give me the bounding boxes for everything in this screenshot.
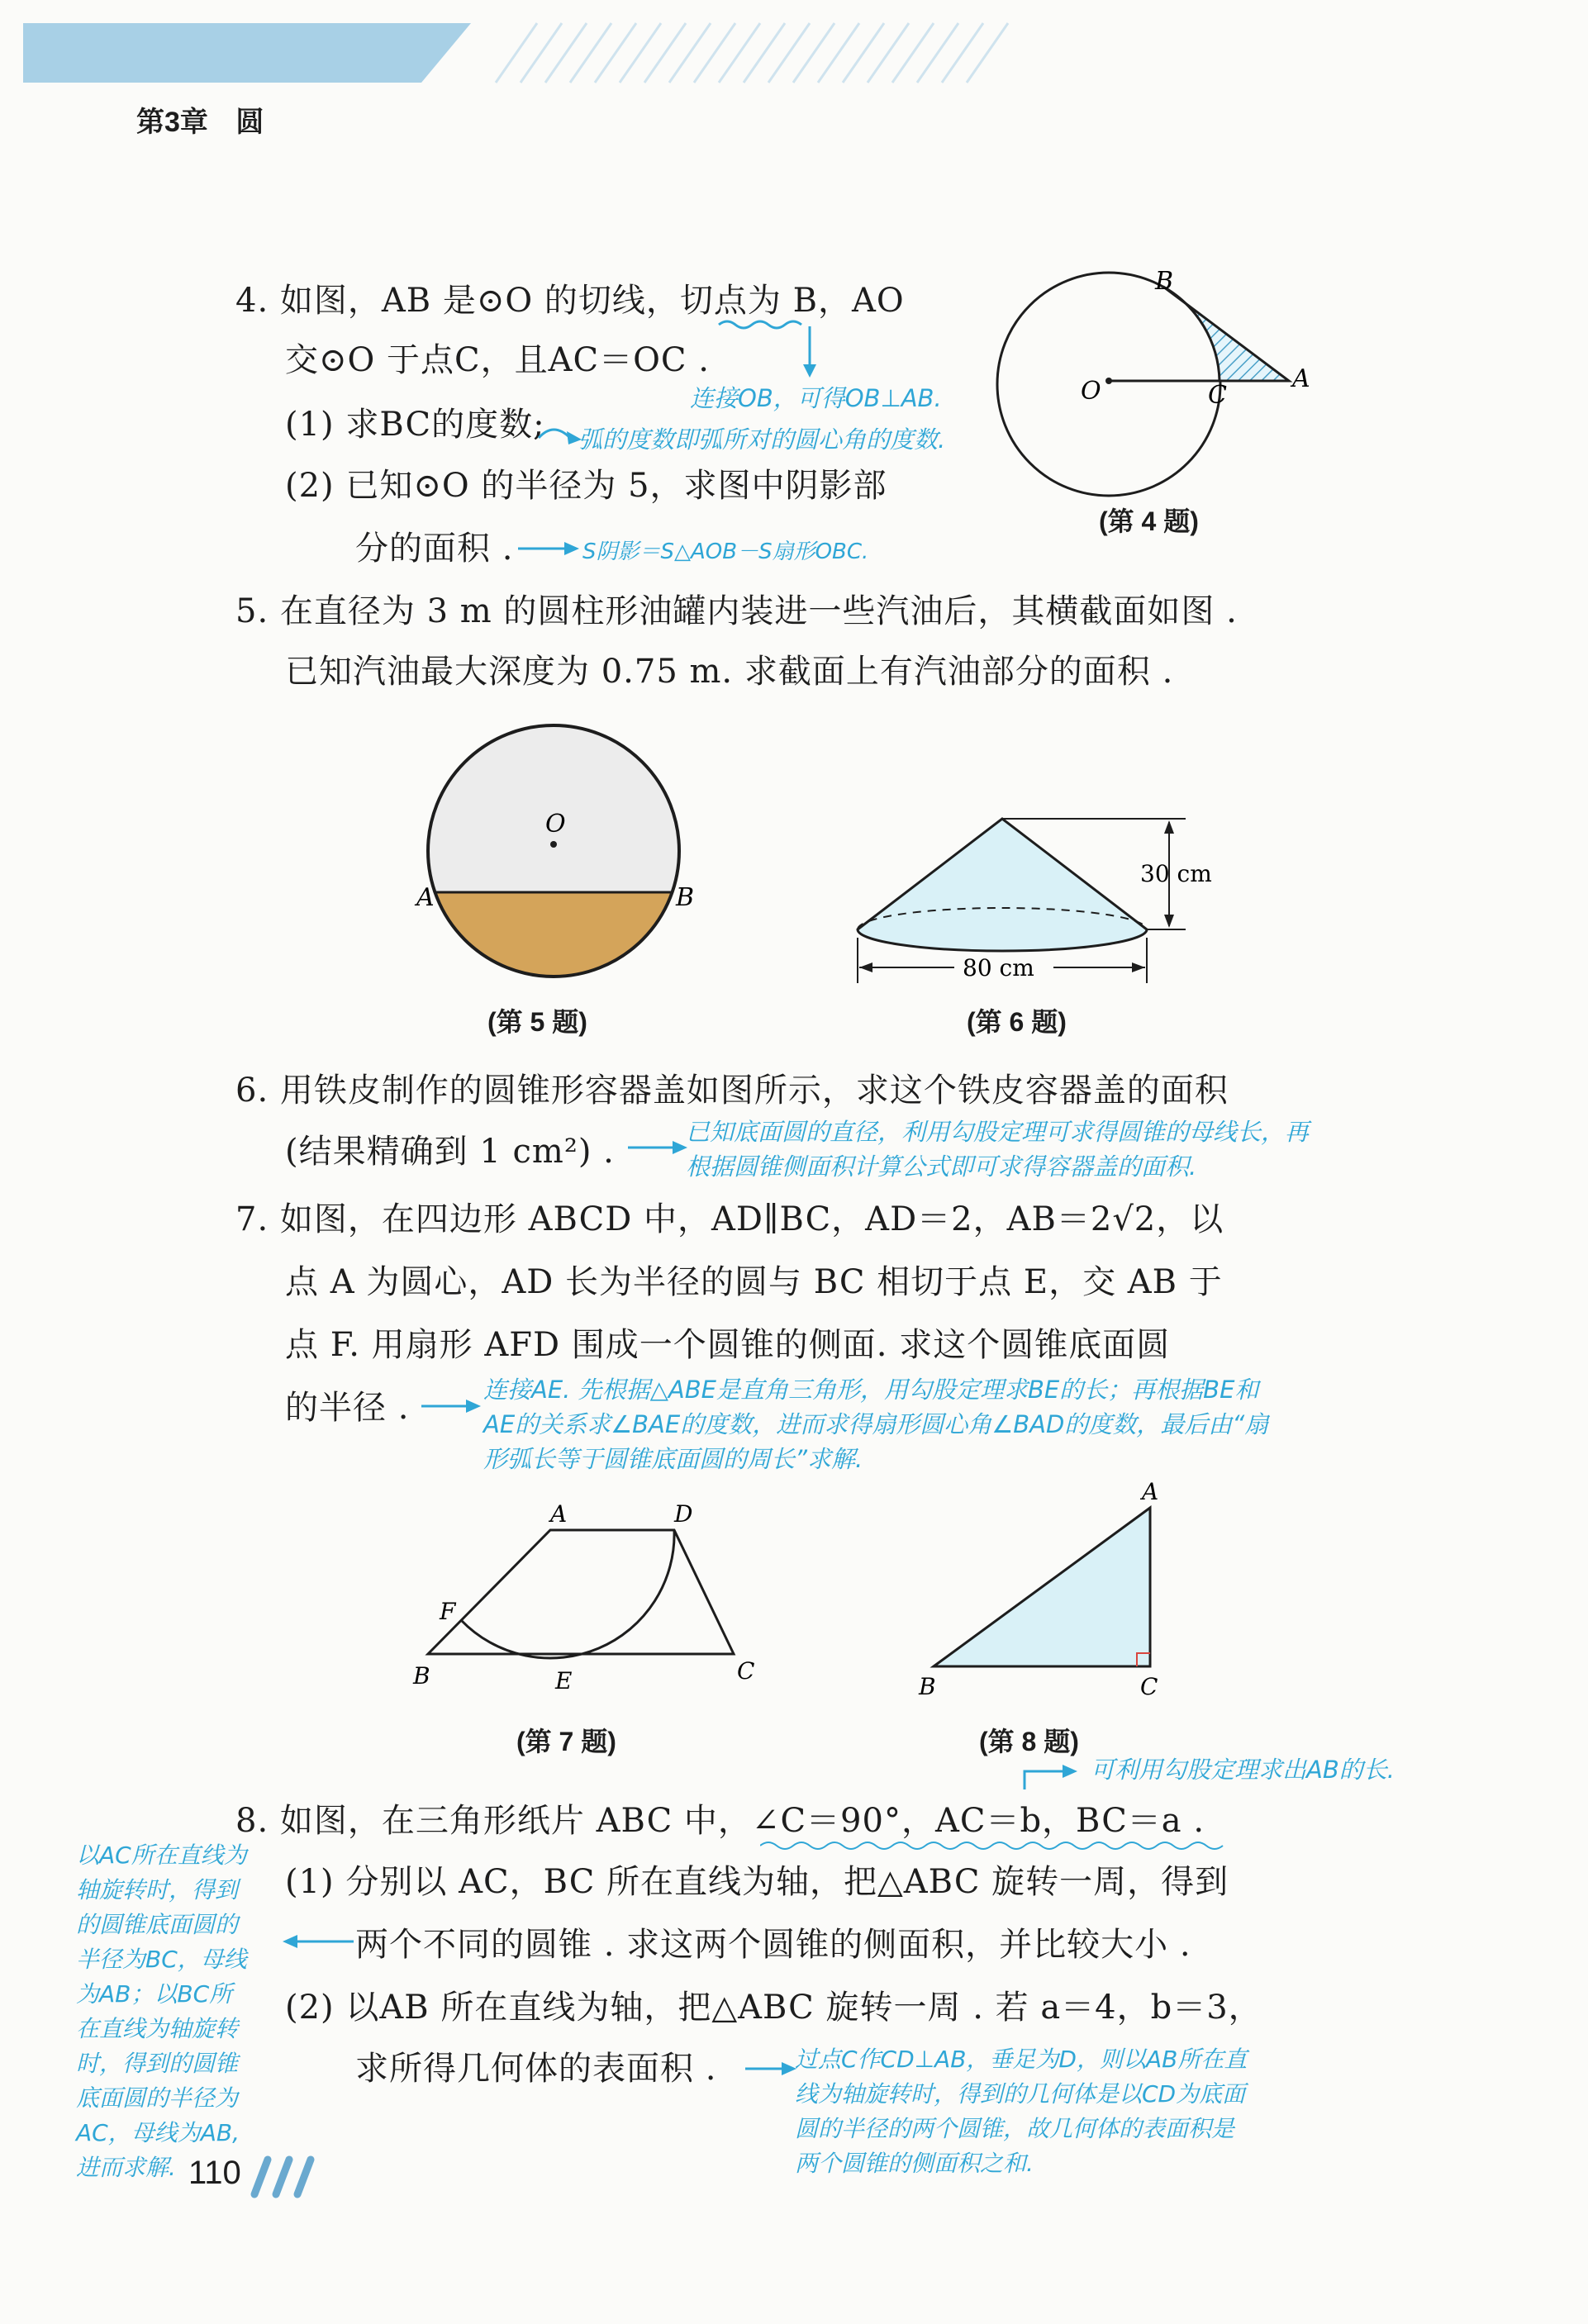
- q4-line2: 交⊙O 于点C，且AC＝OC .: [285, 341, 710, 379]
- q7-figure: [405, 1495, 777, 1702]
- q5-caption: (第 5 题): [487, 1007, 587, 1037]
- q7-line2: 点 A 为圆心，AD 长为半径的圆与 BC 相切于点 E，交 AB 于: [285, 1263, 1223, 1301]
- q8-note-bottom-line: 过点C作CD⊥AB，垂足为D，则以AB所在直: [795, 2046, 1248, 2073]
- q6-note-arrow: [626, 1136, 692, 1161]
- q5-label-O: O: [545, 810, 566, 839]
- q4-line3: (1) 求BC的度数;: [285, 406, 545, 444]
- q8-note-top: 可利用勾股定理求出AB的长.: [1091, 1756, 1395, 1784]
- q8-line4: (2) 以AB 所在直线为轴，把△ABC 旋转一周 . 若 a＝4，b＝3，: [285, 1989, 1262, 2027]
- q8-note-left: [76, 1838, 247, 2185]
- q6-note-line2: 根据圆锥侧面积计算公式即可求得容器盖的面积.: [686, 1152, 1197, 1181]
- q4-caption: (第 4 题): [1099, 506, 1199, 536]
- q8-bottom-note-arrow: [744, 2057, 801, 2082]
- header-band: [0, 0, 1588, 91]
- chapter-heading: [136, 99, 264, 140]
- q6-line2: (结果精确到 1 cm²) .: [285, 1133, 615, 1171]
- q8-note-bottom-line: 两个圆锥的侧面积之和.: [795, 2150, 1034, 2177]
- q5-figure: [413, 719, 711, 991]
- chapter-number: 第3章: [136, 107, 208, 138]
- q8-note-left-line: 为AB；以BC所: [76, 1980, 233, 2008]
- q4-label-C: C: [1208, 381, 1227, 410]
- page-number: 110: [188, 2155, 241, 2191]
- q6-cone: [858, 819, 1147, 951]
- q8-label-A: A: [1142, 1478, 1159, 1505]
- q6-line1: 6. 用铁皮制作的圆锥形容器盖如图所示，求这个铁皮容器盖的面积: [235, 1072, 1229, 1110]
- q8-note-left-line: 在直线为轴旋转: [76, 2015, 239, 2042]
- q6-height-label: 30 cm: [1140, 860, 1212, 887]
- q7-note-line2: AE的关系求∠BAE的度数，进而求得扇形圆心角∠BAD的度数，最后由“扇: [483, 1410, 1269, 1438]
- q8-figure: [909, 1475, 1190, 1698]
- q7-note-line1: 连接AE. 先根据△ABE是直角三角形，用勾股定理求BE的长；再根据BE和: [483, 1376, 1259, 1404]
- q7-note-arrow: [420, 1395, 486, 1419]
- q4-note-tangent: 连接OB，可得OB⊥AB.: [690, 384, 942, 412]
- q7-label-D: D: [674, 1500, 693, 1528]
- q4-line5: 分的面积 .: [355, 530, 514, 568]
- chapter-title: 圆: [235, 107, 264, 138]
- q4-label-B: B: [1155, 267, 1174, 296]
- q8-line1: 8. 如图，在三角形纸片 ABC 中，∠C＝90°，AC＝b，BC＝a .: [235, 1802, 1205, 1840]
- q4-label-O: O: [1081, 377, 1101, 406]
- q5-label-B: B: [676, 883, 695, 912]
- q8-note-left-line: AC，母线为AB,: [76, 2119, 240, 2146]
- q8-note-bottom-line: 线为轴旋转时，得到的几何体是以CD为底面: [795, 2080, 1246, 2108]
- q5-label-A: A: [416, 883, 435, 912]
- q8-caption: (第 8 题): [979, 1727, 1079, 1756]
- q8-top-note-arrow: [1016, 1756, 1099, 1798]
- q4-shaded-region: [1163, 287, 1289, 381]
- q7-label-E: E: [555, 1667, 573, 1694]
- q7-caption: (第 7 题): [516, 1727, 616, 1756]
- q8-note-left-line: 半径为BC，母线: [76, 1946, 247, 1973]
- q7-quadrilateral: [428, 1530, 734, 1654]
- q8-note-left-line: 时，得到的圆锥: [76, 2050, 239, 2077]
- q7-label-F: F: [440, 1598, 456, 1625]
- q4-figure: [991, 264, 1338, 537]
- q8-triangle: [934, 1508, 1150, 1666]
- q8-line3: 两个不同的圆锥 . 求这两个圆锥的侧面积，并比较大小 .: [355, 1926, 1191, 1964]
- q4-line1: 4. 如图，AB 是⊙O 的切线，切点为 B，AO: [235, 282, 905, 320]
- q4-tangent-underline: [711, 318, 843, 384]
- q4-area-arrow: [516, 537, 582, 562]
- q6-caption: (第 6 题): [967, 1007, 1067, 1037]
- q7-line1: 7. 如图，在四边形 ABCD 中，AD∥BC，AD＝2，AB＝2√2，以: [235, 1200, 1224, 1238]
- q7-label-C: C: [737, 1657, 755, 1685]
- q7-note-line3: 形弧长等于圆锥底面圆的周长”求解.: [483, 1445, 863, 1473]
- q8-label-C: C: [1140, 1673, 1158, 1698]
- q8-note-left-line: 底面圆的半径为: [76, 2084, 239, 2112]
- page-number-slashes: [248, 2153, 322, 2199]
- q8-wavy-underline: [760, 1837, 1272, 1854]
- q4-note-arc: 弧的度数即弧所对的圆心角的度数.: [578, 425, 946, 454]
- q6-width-label: 80 cm: [963, 954, 1034, 981]
- q8-note-bottom-line: 圆的半径的两个圆锥，故几何体的表面积是: [795, 2115, 1235, 2142]
- q6-note-line1: 已知底面圆的直径，利用勾股定理可求得圆锥的母线长，再: [686, 1118, 1310, 1146]
- q4-line4: (2) 已知⊙O 的半径为 5，求图中阴影部: [285, 467, 887, 505]
- q7-line3: 点 F. 用扇形 AFD 围成一个圆锥的侧面. 求这个圆锥底面圆: [285, 1326, 1171, 1364]
- q8-note-left-line: 的圆锥底面圆的: [76, 1911, 239, 1938]
- q5-line2: 已知汽油最大深度为 0.75 m. 求截面上有汽油部分的面积 .: [285, 653, 1174, 691]
- q8-note-left-line: 轴旋转时，得到: [76, 1876, 239, 1903]
- q5-line1: 5. 在直径为 3 m 的圆柱形油罐内装进一些汽油后，其横截面如图 .: [235, 592, 1238, 630]
- q7-arc: [461, 1530, 674, 1658]
- q8-note-left-line: 以AC所在直线为: [76, 1842, 247, 1869]
- q7-line4: 的半径 .: [285, 1389, 410, 1427]
- q7-label-A: A: [550, 1500, 568, 1528]
- q8-label-B: B: [919, 1673, 936, 1698]
- q8-note-bottom: [795, 2042, 1247, 2181]
- q6-figure: [843, 806, 1231, 996]
- q7-label-B: B: [413, 1662, 430, 1690]
- q8-left-note-arrow: [279, 1925, 362, 1958]
- q8-line2: (1) 分别以 AC，BC 所在直线为轴，把△ABC 旋转一周，得到: [285, 1863, 1229, 1901]
- q4-label-A: A: [1292, 364, 1310, 393]
- q4-note-area: S阴影＝S△AOB－S扇形OBC.: [582, 539, 869, 564]
- q8-note-left-line: 进而求解.: [76, 2154, 176, 2181]
- q8-line5: 求所得几何体的表面积 .: [355, 2050, 717, 2088]
